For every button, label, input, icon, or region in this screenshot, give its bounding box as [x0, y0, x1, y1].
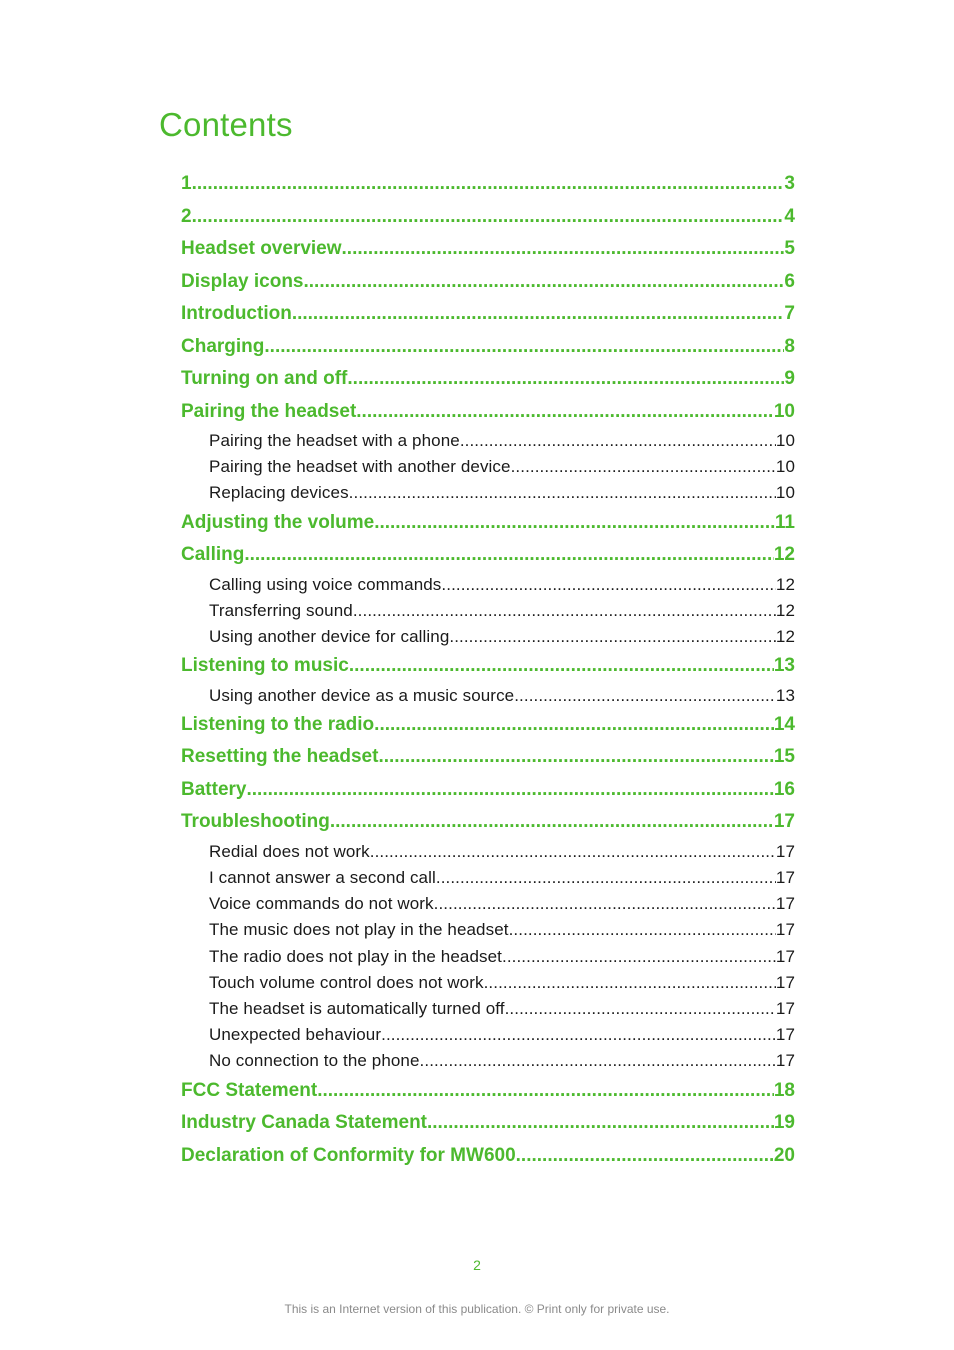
toc-entry-label: Voice commands do not work	[209, 894, 434, 914]
toc-entry-page: 17	[775, 868, 795, 887]
toc-chapter-entry[interactable]	[181, 201, 795, 234]
toc-entry-page: 15	[773, 746, 795, 768]
toc-entry-page: 8	[784, 335, 795, 357]
toc-entry-page: 10	[775, 457, 795, 477]
toc-dot-leader	[514, 683, 776, 709]
toc-entry-label: Headset overview	[181, 238, 342, 259]
toc-entry-label: Troubleshooting	[181, 811, 330, 833]
page-number: 2	[473, 1257, 481, 1273]
toc-entry-page: 14	[773, 713, 795, 735]
toc-section-entry[interactable]	[181, 428, 795, 454]
toc-chapter-entry[interactable]	[181, 539, 795, 572]
table-of-contents	[181, 168, 795, 1172]
toc-entry-label: Declaration of Conformity for MW600	[181, 1144, 516, 1166]
toc-chapter-entry[interactable]	[181, 168, 795, 201]
toc-entry-label: Adjusting the volume	[181, 511, 375, 533]
toc-entry-page: 5	[784, 238, 795, 259]
toc-entry-page: 13	[773, 655, 795, 677]
toc-chapter-entry[interactable]	[181, 331, 795, 364]
toc-entry-label: 2	[181, 205, 192, 227]
toc-dot-leader	[441, 572, 775, 598]
toc-section-entry[interactable]	[181, 996, 795, 1022]
toc-dot-leader	[505, 996, 776, 1022]
toc-dot-leader	[330, 806, 774, 839]
toc-dot-leader	[381, 1022, 776, 1048]
toc-dot-leader	[353, 598, 776, 624]
toc-dot-leader	[449, 624, 776, 650]
toc-chapter-entry[interactable]	[181, 1075, 795, 1108]
toc-chapter-entry[interactable]	[181, 298, 795, 331]
toc-entry-label: Battery	[181, 778, 247, 800]
toc-dot-leader	[192, 201, 785, 234]
toc-chapter-entry[interactable]	[181, 233, 795, 266]
toc-dot-leader	[370, 839, 776, 865]
toc-entry-page: 17	[775, 998, 795, 1018]
toc-entry-label: Introduction	[181, 303, 292, 324]
toc-section-entry[interactable]	[181, 865, 795, 891]
toc-section-entry[interactable]	[181, 1048, 795, 1074]
toc-entry-label: 1	[181, 173, 192, 194]
toc-entry-page: 17	[775, 972, 795, 992]
toc-entry-page: 17	[775, 920, 795, 940]
toc-section-entry[interactable]	[181, 624, 795, 650]
toc-dot-leader	[192, 168, 785, 201]
toc-section-entry[interactable]	[181, 1022, 795, 1048]
toc-entry-label: Transferring sound	[209, 600, 353, 620]
toc-dot-leader	[460, 428, 776, 454]
toc-entry-label: The radio does not play in the headset	[209, 946, 502, 966]
toc-dot-leader	[356, 396, 774, 429]
toc-entry-page: 11	[774, 511, 795, 533]
toc-entry-page: 4	[784, 205, 795, 227]
toc-entry-label: Calling using voice commands	[209, 574, 442, 594]
toc-entry-page: 13	[775, 685, 795, 705]
toc-entry-label: Pairing the headset	[181, 400, 357, 422]
toc-dot-leader	[349, 480, 776, 506]
toc-entry-page: 10	[775, 483, 795, 503]
toc-entry-label: Pairing the headset with another device	[209, 457, 511, 477]
toc-dot-leader	[420, 1048, 776, 1074]
toc-chapter-entry[interactable]	[181, 266, 795, 299]
toc-entry-label: Touch volume control does not work	[209, 972, 484, 992]
toc-dot-leader	[244, 539, 774, 572]
toc-entry-label: Listening to the radio	[181, 713, 375, 735]
toc-chapter-entry[interactable]	[181, 650, 795, 683]
toc-section-entry[interactable]	[181, 598, 795, 624]
toc-entry-label: Charging	[181, 335, 265, 357]
toc-dot-leader	[502, 944, 776, 970]
toc-entry-label: Unexpected behaviour	[209, 1025, 382, 1045]
toc-dot-leader	[378, 741, 773, 774]
toc-entry-label: Listening to music	[181, 655, 349, 677]
toc-dot-leader	[511, 454, 776, 480]
toc-entry-page: 17	[773, 811, 795, 833]
toc-entry-label: Redial does not work	[209, 841, 370, 861]
toc-entry-page: 12	[775, 574, 795, 594]
toc-dot-leader	[434, 891, 776, 917]
toc-entry-label: Display icons	[181, 270, 304, 292]
toc-dot-leader	[342, 233, 785, 266]
toc-entry-page: 17	[775, 1051, 795, 1071]
toc-chapter-entry[interactable]	[181, 774, 795, 807]
toc-section-entry[interactable]	[181, 944, 795, 970]
toc-section-entry[interactable]	[181, 917, 795, 943]
toc-entry-label: Turning on and off	[181, 368, 348, 389]
toc-entry-page: 17	[775, 1025, 795, 1045]
toc-dot-leader	[347, 363, 784, 396]
toc-entry-page: 17	[775, 894, 795, 914]
toc-entry-page: 10	[773, 400, 795, 422]
toc-section-entry[interactable]	[181, 480, 795, 506]
toc-section-entry[interactable]	[181, 454, 795, 480]
toc-chapter-entry[interactable]	[181, 741, 795, 774]
toc-section-entry[interactable]	[181, 891, 795, 917]
toc-entry-page: 20	[773, 1144, 795, 1166]
toc-entry-label: Calling	[181, 544, 245, 566]
toc-entry-label: Resetting the headset	[181, 746, 379, 768]
toc-chapter-entry[interactable]	[181, 806, 795, 839]
toc-dot-leader	[374, 507, 775, 540]
toc-dot-leader	[509, 917, 776, 943]
toc-section-entry[interactable]	[181, 683, 795, 709]
toc-dot-leader	[484, 970, 776, 996]
toc-entry-page: 7	[784, 303, 795, 324]
toc-entry-page: 10	[775, 431, 795, 450]
toc-dot-leader	[264, 331, 784, 364]
toc-entry-page: 19	[773, 1112, 795, 1133]
toc-entry-page: 16	[773, 778, 795, 800]
toc-entry-label: No connection to the phone	[209, 1051, 420, 1071]
toc-dot-leader	[427, 1107, 774, 1140]
toc-entry-label: The music does not play in the headset	[209, 920, 509, 940]
toc-chapter-entry[interactable]	[181, 363, 795, 396]
toc-entry-page: 12	[775, 600, 795, 620]
toc-entry-page: 9	[784, 368, 795, 389]
toc-entry-page: 12	[775, 626, 795, 646]
toc-entry-label: I cannot answer a second call	[209, 868, 436, 887]
toc-entry-label: Replacing devices	[209, 483, 349, 503]
toc-chapter-entry[interactable]	[181, 507, 795, 540]
toc-entry-label: FCC Statement	[181, 1079, 318, 1101]
toc-entry-label: Industry Canada Statement	[181, 1112, 427, 1133]
toc-entry-label: Pairing the headset with a phone	[209, 431, 460, 450]
toc-dot-leader	[317, 1075, 774, 1108]
toc-dot-leader	[304, 266, 785, 299]
footer-note: This is an Internet version of this publication. © Print only for private use.	[284, 1302, 670, 1316]
toc-entry-page: 3	[784, 173, 795, 194]
toc-section-entry[interactable]	[181, 970, 795, 996]
toc-dot-leader	[349, 650, 774, 683]
toc-entry-page: 6	[784, 270, 795, 292]
toc-dot-leader	[374, 709, 774, 742]
toc-chapter-entry[interactable]	[181, 709, 795, 742]
toc-entry-page: 18	[773, 1079, 795, 1101]
toc-section-entry[interactable]	[181, 572, 795, 598]
toc-chapter-entry[interactable]	[181, 1140, 795, 1173]
toc-entry-label: The headset is automatically turned off	[209, 998, 505, 1018]
toc-dot-leader	[436, 865, 776, 891]
toc-entry-label: Using another device for calling	[209, 626, 450, 646]
toc-dot-leader	[292, 298, 785, 331]
toc-entry-label: Using another device as a music source	[209, 685, 515, 705]
toc-entry-page: 17	[775, 841, 795, 861]
toc-chapter-entry[interactable]	[181, 1107, 795, 1140]
toc-entry-page: 17	[775, 946, 795, 966]
toc-dot-leader	[246, 774, 773, 807]
toc-dot-leader	[516, 1140, 774, 1173]
toc-chapter-entry[interactable]	[181, 396, 795, 429]
toc-entry-page: 12	[773, 544, 795, 566]
page-title: Contents	[159, 106, 293, 144]
toc-section-entry[interactable]	[181, 839, 795, 865]
